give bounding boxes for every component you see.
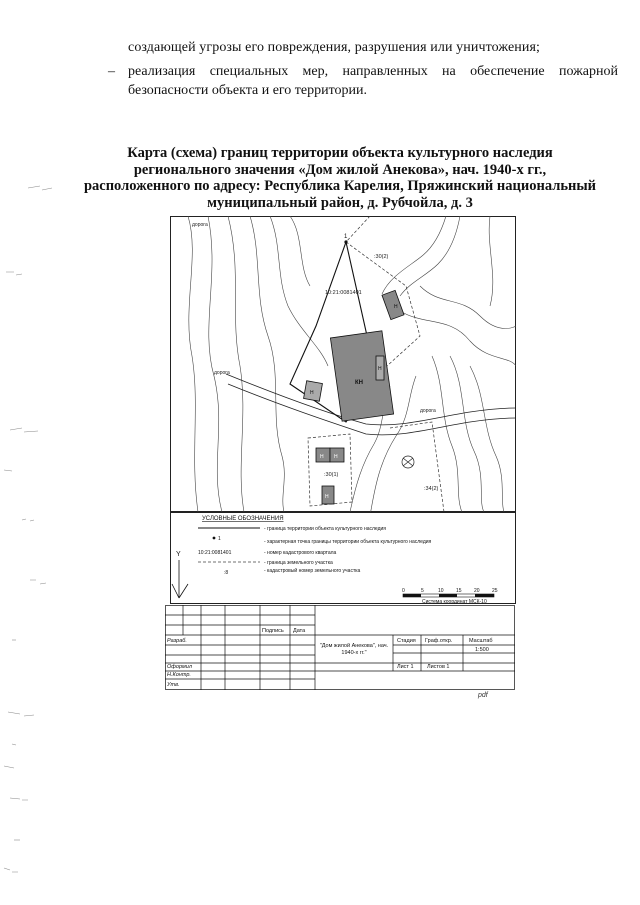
stamp-label: Дата <box>293 628 306 634</box>
title-line: Карта (схема) границ территории объекта культурного наследия <box>127 145 553 161</box>
stamp-label: Оформил <box>167 664 192 670</box>
stamp-label: Подпись <box>262 628 284 634</box>
scale-tick: 5 <box>421 588 424 594</box>
legend-item: - характерная точка границы территории объекта культурного наследия <box>264 539 432 545</box>
scale-tick: 25 <box>492 588 498 594</box>
point-label: 1 <box>344 234 348 240</box>
plot-label: :34(2) <box>424 486 439 492</box>
map-title <box>80 145 600 211</box>
plot-label: :30(2) <box>374 254 389 260</box>
paragraph-line: создающей угрозы его повреждения, разрушения или уничтожения; <box>128 40 540 55</box>
legend-item: - граница территории объекта культурного наследия <box>264 526 387 532</box>
stamp-label: Стадия <box>397 638 416 644</box>
scale-tick: 0 <box>402 588 405 594</box>
scale-tick: 20 <box>474 588 480 594</box>
building-label: Н <box>310 390 314 396</box>
legend-item: - граница земельного участка <box>264 560 333 566</box>
scan-margin-marks <box>0 0 70 905</box>
svg-text:Y: Y <box>176 551 181 558</box>
cadastral-map <box>170 216 516 512</box>
stamp-label: Н.Контр. <box>167 672 191 678</box>
bullet-text-line1: реализация специальных мер, направленных на обеспечение пожарной <box>128 64 618 79</box>
scale-tick: 10 <box>438 588 444 594</box>
building-label: Н <box>320 454 324 460</box>
stamp-label: Масштаб <box>469 638 493 644</box>
legend-heading: УСЛОВНЫЕ ОБОЗНАЧЕНИЯ <box>202 516 284 522</box>
cadastral-quarter-label: 10:21:0081401 <box>325 290 362 296</box>
building-label: Н <box>325 494 329 500</box>
road-label: дорога <box>214 370 230 376</box>
pdf-mark: pdf <box>478 692 488 699</box>
stamp-label: Листов 1 <box>427 664 450 670</box>
map-legend <box>170 512 516 604</box>
building-label: КН <box>355 380 363 386</box>
stamp-object: "Дом жилой Анекова", нач. 1940-х гг." <box>319 643 389 656</box>
road-label: дорога <box>420 408 436 414</box>
stamp-scale-value: 1:500 <box>475 647 489 653</box>
building-label: Н <box>394 304 398 310</box>
building-label: Н <box>378 366 382 372</box>
stamp-label: Утв. <box>167 682 180 688</box>
corner-label: дорога <box>192 222 208 228</box>
stamp-label: Разраб. <box>167 638 187 644</box>
bullet-dash: – <box>108 64 115 79</box>
plot-label: :30(1) <box>324 472 339 478</box>
bullet-text-line2: безопасности объекта и его территории. <box>128 83 368 98</box>
title-line: муниципальный район, д. Рубчойла, д. 3 <box>207 194 473 211</box>
legend-symbol-text: 1 <box>218 536 221 542</box>
stamp-label: Граф.откр. <box>425 638 453 644</box>
title-line: расположенного по адресу: Республика Карелия, Пряжинский национальный <box>83 178 597 194</box>
legend-item: - номер кадастрового квартала <box>264 550 337 556</box>
boundary-point-1 <box>344 240 347 243</box>
legend-symbol-text: 10:21:0081401 <box>198 550 232 556</box>
legend-item: - кадастровый номер земельного участка <box>264 568 361 574</box>
stamp-label: Лист 1 <box>397 664 414 670</box>
building-label: Н <box>334 454 338 460</box>
scale-tick: 15 <box>456 588 462 594</box>
title-line: регионального значения «Дом жилой Анекова», нач. 1940-х гг., <box>133 161 547 178</box>
bullet-item <box>108 62 618 100</box>
title-block <box>165 605 515 690</box>
scale-caption: Система координат МСК-10 <box>422 599 487 604</box>
legend-symbol-point <box>213 537 216 540</box>
legend-symbol-text: :8 <box>224 570 229 576</box>
